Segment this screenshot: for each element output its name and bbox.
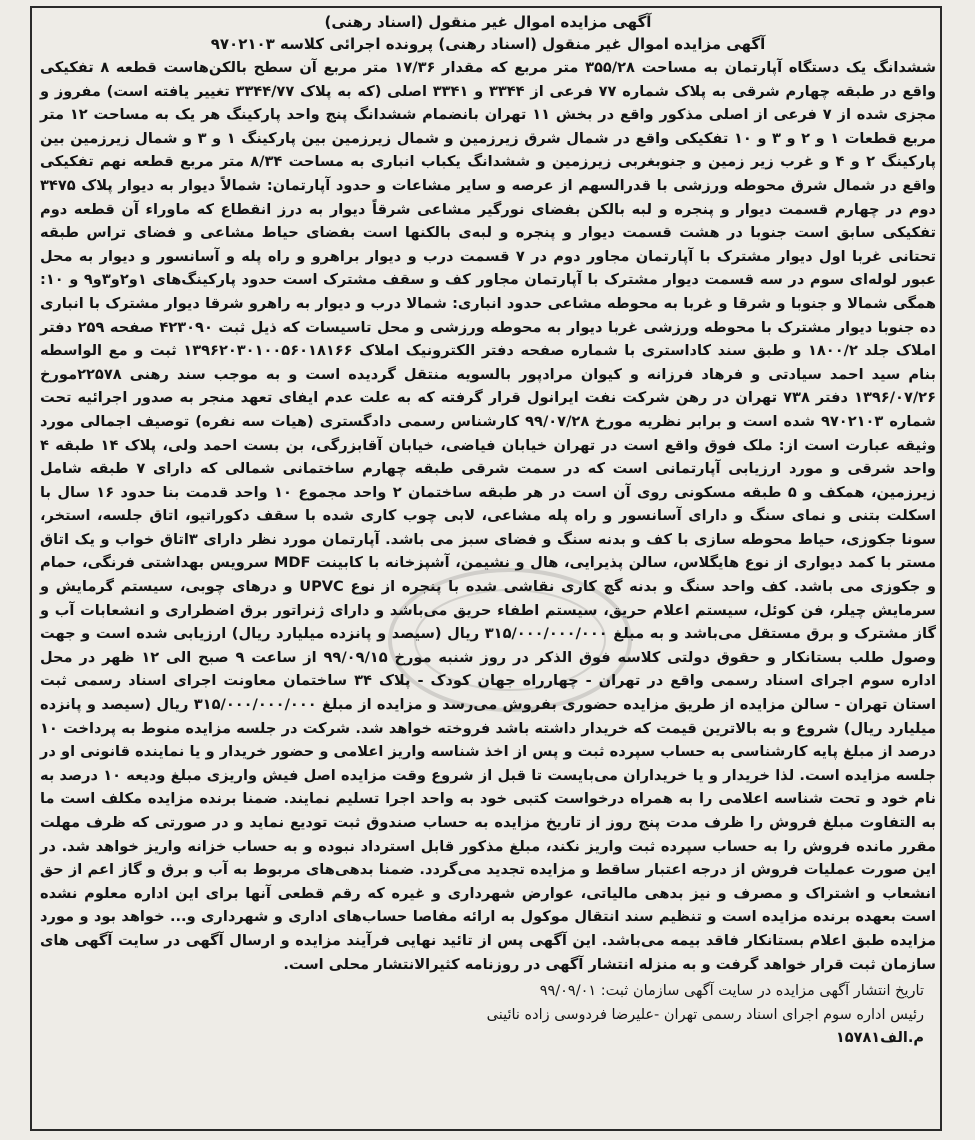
notice-heading: آگهی مزایده اموال غیر منقول (اسناد رهنی) [324,13,652,31]
notice-body: ششدانگ یک دستگاه آپارتمان به مساحت ۳۵۵/۲۸ متر مربع که مقدار ۱۷/۳۶ متر مربع آن سطح بالکن‌هاست قطعه ۸ تفکیکی واقع در طبقه چهارم شرقی به پلاک شماره ۷۷ فرعی از ۳۳۴۴ و ۳۳۴۱ اصلی (که به پلاک ۳۳۴۴/۷۷ تغییر یافته است) مفروز و مجزی شده از ۷ فرعی از اصلی مذکور واقع در بخش ۱۱ تهران بانضمام ششدانگ پنج واحد پارکینگ هر یک به مساحت ۱۲ متر مربع قطعات ۱ و ۲ و ۳ و ۱۰ تفکیکی واقع در شمال شرق زیرزمین و شمال زیرزمین بین پارکینگ ۱ و ۳ و شمال زیرزمین بین پارکینگ ۲ و ۴ و غرب زیر زمین و جنوبغربی زیرزمین و ششدانگ یکباب انباری به مساحت ۸/۳۴ متر مربع قطعه نهم تفکیکی واقع در شمال شرق محوطه ورزشی با قدرالسهم از عرصه و سایر مشاعات و حدود آپارتمان: شمالاً دیوار به دیوار پلاک ۳۴۷۵ دوم در چهارم قسمت دیوار و پنجره و لبه بالکن بفضای نورگیر مشاعی شرقاً دیوار به درز انقطاع که ماوراء آن قطعه دوم تفکیکی سابق است جنوبا در هشت قسمت دیوار و پنجره و لبه‌ی بالکنها است بفضای حیاط مشاعی و فضای تراس طبقه تحتانی غربا اول دیوار مشترک با آپارتمان مجاور دوم در ۷ قسمت درب و دیوار براهرو و راه پله و آسانسور و دیوار به محل عبور لوله‌ای سوم در سه قسمت دیوار مشترک با آپارتمان مجاور کف و سقف مشترک است حدود پارکینگ‌های ۱و۲و۳و۹ و ۱۰: همگی شمالا و جنوبا و شرقا و غربا به محوطه مشاعی حدود انباری: شمالا درب و دیوار به راهرو شرقا دیوار مشترک با انباری ده جنوبا دیوار مشترک با محوطه ورزشی غربا دیوار به محوطه ورزشی و محل تاسیسات که ذیل ثبت ۴۲۳۰۹۰ صفحه ۲۵۹ دفتر املاک جلد ۱۸۰۰/۲ و طبق سند کاداستری با شماره صفحه دفتر الکترونیک املاک ۱۳۹۶۲۰۳۰۱۰۰۵۶۰۱۸۱۶۶ ثبت و مع الواسطه بنام سید احمد سیادتی و فرهاد فرزانه و کیوان مرادپور بالسویه منتقل گردیده است و به موجب سند رهنی ۲۲۵۷۸مورخ ۱۳۹۶/۰۷/۲۶ دفتر ۷۳۸ تهران در رهن شرکت نفت ایرانول قرار گرفته که به علت عدم ایفای تعهد منجر به صدور اجرائیه تحت شماره ۹۷۰۲۱۰۳ شده است و برابر نظریه مورخ ۹۹/۰۷/۲۸ کارشناس رسمی دادگستری (هیات سه نفره) توصیف اجمالی مورد وثیقه عبارت است از: ملک فوق واقع است در تهران خیابان فیاضی، خیابان آقابزرگی، بن بست احمد ولی، پلاک ۱۴ طبقه ۴ واحد شرقی و مورد ارزیابی آپارتمانی است که در سمت شرقی طبقه چهارم ساختمانی شمالی که دارای ۷ طبقه شامل زیرزمین، همکف و ۵ طبقه مسکونی روی آن است در هر طبقه ساختمان ۲ واحد مجموع ۱۰ واحد قدمت بنا حدود ۱۶ سال با اسکلت بتنی و نمای سنگ و دارای آسانسور و راه پله مشاعی، لابی چوب کاری شده با سقف دکوراتیو، اتاق جلسه، استخر، سونا جکوزی، حیاط محوطه سازی با کف و بدنه سنگ و فضای سبز می باشد. آپارتمان مورد نظر دارای ۳اتاق خواب و یک اتاق مستر با کمد دیواری از نوع هایگلاس، سالن پذیرایی، هال و نشیمن، آشپزخانه با کابینت MDF سرویس بهداشتی فرنگی، حمام و جکوزی می باشد. کف واحد سنگ و بدنه گچ کاری نقاشی شده با پنجره از نوع UPVC و درهای چوبی، سیستم گرمایش و سرمایش چیلر، فن کوئل، سیستم اعلام حریق، سیستم اطفاء حریق می‌باشد و دارای ژنراتور برق اضطراری و انشعابات آب و گاز مشترک و برق مستقل می‌باشد و به مبلغ ۳۱۵/۰۰۰/۰۰۰/۰۰۰ ریال (سیصد و پانزده میلیارد ریال) ارزیابی شده است و جهت وصول طلب بستانکار و حقوق دولتی کلاسه فوق الذکر در روز شنبه مورخ ۹۹/۰۹/۱۵ از ساعت ۹ صبح الی ۱۲ ظهر در محل اداره سوم اجرای اسناد رسمی واقع در تهران - چهارراه جهان کودک - پلاک ۳۴ ساختمان معاونت اجرای اسناد رسمی ثبت استان تهران - سالن مزایده از طریق مزایده حضوری بفروش می‌رسد و مزایده از مبلغ ۳۱۵/۰۰۰/۰۰۰/۰۰۰ ریال (سیصد و پانزده میلیارد ریال) شروع و به بالاترین قیمت که خریدار داشته باشد فروخته خواهد شد. شرکت در جلسه مزایده منوط به پرداخت ۱۰ درصد از مبلغ پایه کارشناسی به حساب سپرده ثبت و پس از اخذ شناسه واریز اعلامی و حضور خریدار و یا نماینده قانونی او در جلسه مزایده است. لذا خریدار و یا خریداران می‌بایست تا قبل از شروع وقت مزایده اصل فیش واریزی مبلغ ودیعه ۱۰ درصد به نام خود و تحت شناسه اعلامی را به همراه درخواست کتبی خود به واحد اجرا تسلیم نمایند. ضمنا برنده مزایده مکلف است ما به التفاوت مبلغ فروش را ظرف مدت پنج روز از تاریخ مزایده به حساب صندوق ثبت تودیع نماید و در صورتی که ظرف مهلت مقرر مانده فروش را به حساب سپرده ثبت واریز نکند، مبلغ مذکور قابل استرداد نبوده و به حساب خزانه واریز خواهد شد. در این صورت عملیات فروش از درجه اعتبار ساقط و مزایده تجدید می‌گردد. ضمنا بدهی‌های مربوط به آب و برق و گاز اعم از حق انشعاب و اشتراک و مصرف و نیز بدهی مالیاتی، عوارض شهرداری و غیره که رقم قطعی آنها برای این اداره معلوم نشده است بعهده برنده مزایده است و تنظیم سند انتقال موکول به ارائه مفاصا حساب‌های اداری و شهرداری و... خواهد بود و مورد مزایده طبق اعلام بستانکار فاقد بیمه می‌باشد. این آگهی پس از تائید نهایی فرآیند مزایده و ارسال آگهی در سایت آگهی های سازمان ثبت قرار خواهد گرفت و به منزله انتشار آگهی در روزنامه کثیرالانتشار محلی است. [40,59,937,973]
notice-footer [40,980,924,1051]
notice-content [40,10,936,1051]
signature-line: رئیس اداره سوم اجرای اسناد رسمی تهران -علیرضا فردوسی زاده نائینی [486,1006,924,1023]
publish-date: تاریخ انتشار آگهی مزایده در سایت آگهی سازمان ثبت: ۹۹/۰۹/۰۱ [539,983,924,1000]
notice-subheading: آگهی مزایده اموال غیر منقول (اسناد رهنی) پرونده اجرائی کلاسه ۹۷۰۲۱۰۳ [210,35,766,53]
reference-code: م.الف۱۵۷۸۱ [835,1030,924,1047]
